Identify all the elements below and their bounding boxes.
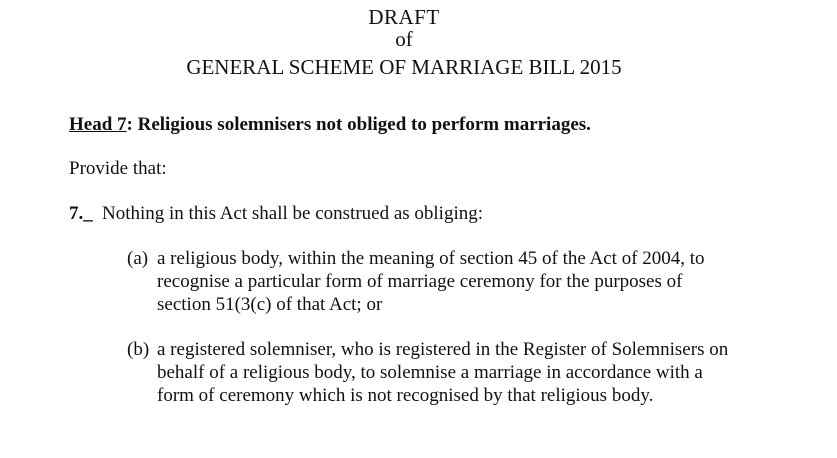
list-item-line: behalf of a religious body, to solemnise a marriage in accordance with a: [157, 362, 703, 383]
head-separator: :: [126, 114, 133, 135]
list-item-line: form of ceremony which is not recognised by that religious body.: [157, 385, 654, 406]
list-item-label: (b): [127, 339, 150, 360]
of-label: of: [395, 27, 413, 51]
draft-label: DRAFT: [368, 5, 440, 29]
head-title: Religious solemnisers not obliged to perform marriages.: [132, 114, 591, 135]
section-7: [69, 202, 483, 226]
section-number: 7._: [69, 203, 93, 224]
provide-that-text: Provide that:: [69, 158, 167, 179]
document-title: GENERAL SCHEME OF MARRIAGE BILL 2015: [186, 55, 622, 79]
list-item-line: a religious body, within the meaning of section 45 of the Act of 2004, to: [157, 248, 705, 269]
head-heading: [69, 113, 591, 137]
list-item-text: [157, 247, 705, 316]
list-item-text: [157, 338, 728, 407]
list-item-line: a registered solemniser, who is registered in the Register of Solemnisers on: [157, 339, 729, 360]
head-number: Head 7: [69, 114, 127, 135]
list-item-label: (a): [127, 248, 149, 269]
list-item-line: recognise a particular form of marriage ceremony for the purposes of: [157, 271, 683, 292]
list-item-line: section 51(3(c) of that Act; or: [157, 294, 383, 315]
section-text: Nothing in this Act shall be construed as obliging:: [102, 203, 484, 224]
